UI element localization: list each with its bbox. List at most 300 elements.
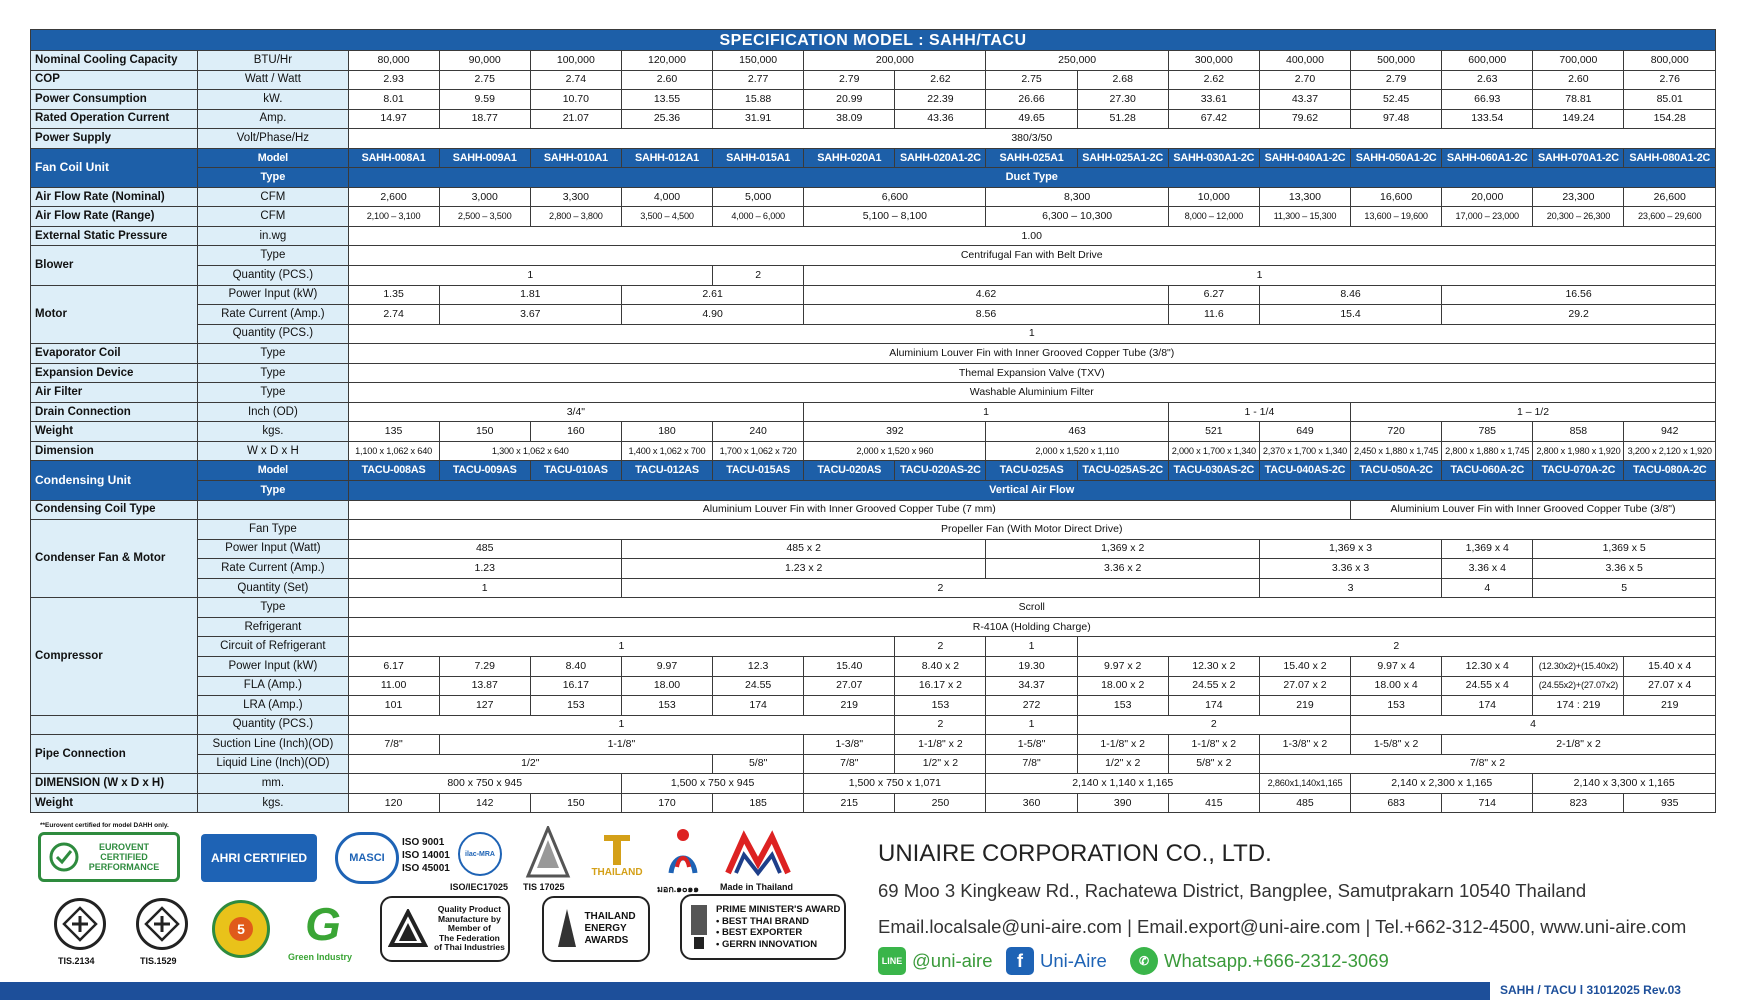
row-sub-label: Type	[198, 344, 348, 364]
spec-cell: 1	[348, 637, 895, 657]
spec-cell: 5/8"	[713, 754, 804, 774]
spec-cell: 1	[804, 266, 1716, 286]
spec-cell: 2.75	[986, 70, 1077, 90]
row-label: Dimension	[31, 441, 198, 461]
iso-9001: ISO 9001	[402, 837, 445, 848]
row-label: Blower	[31, 246, 198, 285]
header-cell: TACU-050A-2C	[1351, 461, 1442, 481]
spec-row	[31, 285, 1716, 305]
spec-cell: 1-1/8" x 2	[895, 735, 986, 755]
tis1529-logo	[136, 898, 188, 950]
spec-cell: 9.97	[621, 656, 712, 676]
spec-cell: 2,800 x 1,880 x 1,745	[1442, 441, 1533, 461]
spec-cell: 1.35	[348, 285, 439, 305]
row-sub-label: CFM	[198, 187, 348, 207]
row-label: Drain Connection	[31, 402, 198, 422]
spec-cell: 2.61	[621, 285, 803, 305]
mor-or-caption: มอก.๑๐๑๑	[657, 884, 699, 894]
spec-cell: 3	[1259, 578, 1441, 598]
spec-row	[31, 90, 1716, 110]
spec-cell: R-410A (Holding Charge)	[348, 617, 1716, 637]
spec-row	[31, 344, 1716, 364]
spec-cell: 3/4"	[348, 402, 804, 422]
header-cell: TACU-025AS-2C	[1077, 461, 1168, 481]
spec-cell: 1-1/8" x 2	[1168, 735, 1259, 755]
spec-cell: 2.79	[804, 70, 895, 90]
tis17025-caption: TIS 17025	[523, 882, 565, 892]
energy-award-line-3: AWARDS	[584, 935, 629, 946]
spec-cell: 2,600	[348, 187, 439, 207]
row-sub-label	[198, 500, 348, 520]
spec-cell: 683	[1351, 793, 1442, 813]
header-cell: TACU-030AS-2C	[1168, 461, 1259, 481]
eurovent-note: **Eurovent certified for model DAHH only.	[40, 822, 169, 829]
row-label: COP	[31, 70, 198, 90]
row-sub-label: Quantity (PCS.)	[198, 715, 348, 735]
header-cell: Model	[198, 148, 348, 168]
spec-cell: 390	[1077, 793, 1168, 813]
spec-cell: 800,000	[1624, 51, 1716, 71]
spec-cell: 5	[1533, 578, 1716, 598]
row-sub-label: Liquid Line (Inch)(OD)	[198, 754, 348, 774]
spec-cell: 13,300	[1259, 187, 1350, 207]
spec-row	[31, 696, 1716, 716]
spec-row	[31, 51, 1716, 71]
spec-cell: 1.23 x 2	[621, 559, 986, 579]
spec-cell: 43.36	[895, 109, 986, 129]
spec-cell: 1,100 x 1,062 x 640	[348, 441, 439, 461]
ilac-text: ilac-MRA	[465, 850, 495, 858]
bottom-blue-bar	[0, 982, 1490, 1000]
spec-row	[31, 520, 1716, 540]
spec-row	[31, 715, 1716, 735]
spec-table-wrapper	[30, 29, 1716, 813]
spec-cell: 3.36 x 2	[986, 559, 1259, 579]
spec-cell: Aluminium Louver Fin with Inner Grooved Copper Tube (3/8")	[1351, 500, 1716, 520]
spec-cell: 26,600	[1624, 187, 1716, 207]
pm-award-line-3: • BEST EXPORTER	[716, 927, 803, 938]
spec-cell: 2	[895, 637, 986, 657]
row-sub-label: Fan Type	[198, 520, 348, 540]
spec-row	[31, 481, 1716, 501]
whatsapp-icon: ✆	[1130, 947, 1158, 975]
spec-cell: 12.30 x 4	[1442, 656, 1533, 676]
eurovent-logo	[38, 832, 180, 882]
spec-cell: 7/8" x 2	[1259, 754, 1715, 774]
row-sub-label: Type	[198, 598, 348, 618]
spec-cell: 4,000	[621, 187, 712, 207]
spec-cell: 6,600	[804, 187, 986, 207]
header-cell: SAHH-008A1	[348, 148, 439, 168]
spec-cell: 23,300	[1533, 187, 1624, 207]
spec-cell: 16,600	[1351, 187, 1442, 207]
row-sub-label: Power Input (kW)	[198, 285, 348, 305]
spec-cell: 5/8" x 2	[1168, 754, 1259, 774]
row-label: Weight	[31, 422, 198, 442]
spec-cell: 1/2"	[348, 754, 713, 774]
spec-cell: 1.81	[439, 285, 621, 305]
pm-award-text	[716, 904, 840, 950]
spec-cell: 200,000	[804, 51, 986, 71]
spec-cell: 133.54	[1442, 109, 1533, 129]
spec-cell: 149.24	[1533, 109, 1624, 129]
spec-cell: 1,369 x 4	[1442, 539, 1533, 559]
line-icon: LINE	[878, 947, 906, 975]
header-cell: SAHH-060A1-2C	[1442, 148, 1533, 168]
spec-row	[31, 735, 1716, 755]
mor-or-icon	[663, 827, 703, 877]
spec-row	[31, 70, 1716, 90]
header-cell: SAHH-020A1	[804, 148, 895, 168]
spec-row	[31, 383, 1716, 403]
spec-cell: 2.75	[439, 70, 530, 90]
spec-cell: 215	[804, 793, 895, 813]
header-cell: TACU-020AS-2C	[895, 461, 986, 481]
spec-cell: 2,450 x 1,880 x 1,745	[1351, 441, 1442, 461]
spec-cell: 5,000	[713, 187, 804, 207]
company-contact[interactable]: Email.localsale@uni-aire.com | Email.export@uni-aire.com | Tel.+662-312-4500, www.uni-aire.com	[878, 916, 1687, 937]
header-cell: TACU-009AS	[439, 461, 530, 481]
spec-cell: 400,000	[1259, 51, 1350, 71]
spec-cell: 3.67	[439, 305, 621, 325]
row-label: DIMENSION (W x D x H)	[31, 774, 198, 794]
spec-cell: 10,000	[1168, 187, 1259, 207]
spec-cell: 2,800 – 3,800	[530, 207, 621, 227]
row-label: Fan Coil Unit	[31, 148, 198, 187]
fti-text	[434, 905, 505, 953]
row-sub-label: kgs.	[198, 422, 348, 442]
spec-cell: 174	[1168, 696, 1259, 716]
header-cell: SAHH-025A1	[986, 148, 1077, 168]
row-label: Compressor	[31, 598, 198, 715]
fti-line-4: The Federation	[438, 932, 500, 943]
spec-cell: 942	[1624, 422, 1716, 442]
spec-row	[31, 187, 1716, 207]
spec-cell: 18.77	[439, 109, 530, 129]
row-sub-label: Quantity (Set)	[198, 578, 348, 598]
thailand-energy-awards-logo	[542, 896, 650, 962]
spec-cell: 51.28	[1077, 109, 1168, 129]
spec-cell: 2	[1077, 637, 1715, 657]
spec-cell: 1	[986, 715, 1077, 735]
energy-label-5-icon: 5	[229, 917, 253, 941]
pm-award-trophy-icon	[688, 903, 710, 951]
spec-cell: 174	[713, 696, 804, 716]
whatsapp-number: Whatsapp.+666-2312-3069	[1164, 950, 1389, 971]
spec-row	[31, 676, 1716, 696]
spec-cell: 16.17 x 2	[895, 676, 986, 696]
spec-cell: 8.46	[1259, 285, 1441, 305]
spec-row	[31, 793, 1716, 813]
row-label: Nominal Cooling Capacity	[31, 51, 198, 71]
tis2134-caption: TIS.2134	[58, 956, 95, 966]
spec-cell: 2,140 x 1,140 x 1,165	[986, 774, 1259, 794]
spec-cell: 9.97 x 4	[1351, 656, 1442, 676]
spec-cell: 1.23	[348, 559, 621, 579]
spec-row	[31, 598, 1716, 618]
spec-cell: 3,300	[530, 187, 621, 207]
spec-row	[31, 324, 1716, 344]
spec-cell: 4.90	[621, 305, 803, 325]
spec-cell: 649	[1259, 422, 1350, 442]
spec-cell: Themal Expansion Valve (TXV)	[348, 363, 1716, 383]
spec-cell: 2	[713, 266, 804, 286]
spec-cell: Propeller Fan (With Motor Direct Drive)	[348, 520, 1716, 540]
row-label: Air Flow Rate (Range)	[31, 207, 198, 227]
spec-cell: 785	[1442, 422, 1533, 442]
spec-cell: 14.97	[348, 109, 439, 129]
header-cell: SAHH-012A1	[621, 148, 712, 168]
spec-cell: 800 x 750 x 945	[348, 774, 621, 794]
energy-award-line-1: THAILAND	[584, 911, 636, 922]
ahri-text: AHRI CERTIFIED	[211, 851, 307, 865]
spec-row	[31, 266, 1716, 286]
made-in-thailand-logo	[720, 828, 796, 878]
spec-cell: 485	[1259, 793, 1350, 813]
spec-cell: 22.39	[895, 90, 986, 110]
spec-cell: 500,000	[1351, 51, 1442, 71]
spec-row	[31, 226, 1716, 246]
spec-cell: 8.56	[804, 305, 1169, 325]
footer	[30, 822, 1716, 982]
spec-cell: 1	[986, 637, 1077, 657]
spec-cell: 150	[439, 422, 530, 442]
spec-cell: 11.6	[1168, 305, 1259, 325]
spec-cell: 23,600 – 29,600	[1624, 207, 1716, 227]
line-contact[interactable]	[878, 947, 992, 975]
spec-cell: 153	[621, 696, 712, 716]
row-sub-label: Type	[198, 246, 348, 266]
spec-cell: 1,369 x 5	[1533, 539, 1716, 559]
header-cell: TACU-025AS	[986, 461, 1077, 481]
company-address: 69 Moo 3 Kingkeaw Rd., Rachatewa District, Bangplee, Samutprakarn 10540 Thailand	[878, 880, 1587, 901]
row-sub-label: Suction Line (Inch)(OD)	[198, 735, 348, 755]
spec-cell: 24.55 x 4	[1442, 676, 1533, 696]
spec-cell: 4.62	[804, 285, 1169, 305]
row-sub-label: Refrigerant	[198, 617, 348, 637]
spec-cell: 8,300	[986, 187, 1168, 207]
green-industry-g-icon: G	[305, 898, 341, 950]
spec-cell: 2,000 x 1,700 x 1,340	[1168, 441, 1259, 461]
spec-cell: (24.55x2)+(27.07x2)	[1533, 676, 1624, 696]
spec-cell: 2.60	[621, 70, 712, 90]
row-sub-label: BTU/Hr	[198, 51, 348, 71]
header-cell: TACU-040AS-2C	[1259, 461, 1350, 481]
row-label: Air Flow Rate (Nominal)	[31, 187, 198, 207]
spec-cell: 2.70	[1259, 70, 1350, 90]
spec-cell: 153	[530, 696, 621, 716]
iso-14001: ISO 14001	[402, 850, 450, 861]
spec-row	[31, 500, 1716, 520]
spec-cell: 1.00	[348, 226, 1716, 246]
spec-cell: Centrifugal Fan with Belt Drive	[348, 246, 1716, 266]
spec-cell: 1-1/8" x 2	[1077, 735, 1168, 755]
spec-cell: 485 x 2	[621, 539, 986, 559]
spec-cell: 714	[1442, 793, 1533, 813]
spec-cell: 2,140 x 2,300 x 1,165	[1351, 774, 1533, 794]
spec-cell: 120,000	[621, 51, 712, 71]
mor-or-logo	[660, 826, 706, 878]
row-sub-label: Rate Current (Amp.)	[198, 305, 348, 325]
row-sub-label: Amp.	[198, 109, 348, 129]
spec-cell: 3.36 x 4	[1442, 559, 1533, 579]
spec-cell: 18.00 x 2	[1077, 676, 1168, 696]
spec-cell: 135	[348, 422, 439, 442]
spec-cell: 18.00	[621, 676, 712, 696]
spec-cell: 4	[1351, 715, 1716, 735]
spec-cell: 154.28	[1624, 109, 1716, 129]
row-label: Evaporator Coil	[31, 344, 198, 364]
spec-cell: 19.30	[986, 656, 1077, 676]
spec-cell: 2.74	[530, 70, 621, 90]
energy-label-5-logo	[212, 900, 270, 958]
row-label: Condensing Coil Type	[31, 500, 198, 520]
spec-cell: 1-1/8"	[439, 735, 804, 755]
spec-cell: 7.29	[439, 656, 530, 676]
line-handle: @uni-aire	[912, 950, 993, 971]
spec-cell: Scroll	[348, 598, 1716, 618]
green-industry-caption: Green Industry	[288, 952, 353, 962]
row-label: Condensing Unit	[31, 461, 198, 500]
energy-award-trophy-icon	[556, 907, 578, 951]
spec-cell: 2,860x1,140x1,165	[1259, 774, 1350, 794]
spec-cell: 240	[713, 422, 804, 442]
spec-cell: (12.30x2)+(15.40x2)	[1533, 656, 1624, 676]
spec-cell: 219	[1624, 696, 1716, 716]
tis1529-icon	[142, 904, 182, 944]
made-in-thailand-icon	[724, 829, 792, 877]
spec-cell: 2,000 x 1,520 x 1,110	[986, 441, 1168, 461]
tis2134-icon	[60, 904, 100, 944]
spec-cell: 720	[1351, 422, 1442, 442]
spec-cell: 185	[713, 793, 804, 813]
spec-cell: 1,400 x 1,062 x 700	[621, 441, 712, 461]
spec-cell: 150,000	[713, 51, 804, 71]
spec-cell: 2.93	[348, 70, 439, 90]
row-label: Air Filter	[31, 383, 198, 403]
spec-cell: 6.27	[1168, 285, 1259, 305]
spec-cell: 485	[348, 539, 621, 559]
spec-row	[31, 148, 1716, 168]
spec-row	[31, 422, 1716, 442]
spec-cell: 25.36	[621, 109, 712, 129]
spec-cell: 2	[621, 578, 1259, 598]
tis2134-logo	[54, 898, 106, 950]
spec-cell: 43.37	[1259, 90, 1350, 110]
spec-cell: 15.40	[804, 656, 895, 676]
spec-cell: 3,500 – 4,500	[621, 207, 712, 227]
spec-cell: Aluminium Louver Fin with Inner Grooved Copper Tube (7 mm)	[348, 500, 1351, 520]
spec-cell: 1	[804, 402, 1169, 422]
spec-cell: 700,000	[1533, 51, 1624, 71]
spec-cell: 1,500 x 750 x 1,071	[804, 774, 986, 794]
spec-cell: 1 - 1/4	[1168, 402, 1350, 422]
spec-cell: 1,300 x 1,062 x 640	[439, 441, 621, 461]
row-sub-label: LRA (Amp.)	[198, 696, 348, 716]
spec-cell: 1	[348, 324, 1716, 344]
spec-cell: 142	[439, 793, 530, 813]
spec-cell: 2.60	[1533, 70, 1624, 90]
row-label: Condenser Fan & Motor	[31, 520, 198, 598]
spec-row	[31, 461, 1716, 481]
spec-cell: 1,700 x 1,062 x 720	[713, 441, 804, 461]
facebook-handle: Uni-Aire	[1040, 950, 1107, 971]
row-sub-label: Quantity (PCS.)	[198, 324, 348, 344]
spec-cell: 1,369 x 2	[986, 539, 1259, 559]
spec-cell: 174	[1442, 696, 1533, 716]
spec-cell: 12.3	[713, 656, 804, 676]
spec-cell: 2.79	[1351, 70, 1442, 90]
spec-cell: 1-3/8"	[804, 735, 895, 755]
row-sub-label: Volt/Phase/Hz	[198, 129, 348, 149]
spec-cell: 16.17	[530, 676, 621, 696]
header-cell: SAHH-010A1	[530, 148, 621, 168]
spec-cell: 1-3/8" x 2	[1259, 735, 1350, 755]
row-label: Weight	[31, 793, 198, 813]
header-cell: Type	[198, 481, 348, 501]
iso-list	[402, 836, 450, 875]
spec-cell: 31.91	[713, 109, 804, 129]
spec-cell: 11.00	[348, 676, 439, 696]
spec-cell: 219	[804, 696, 895, 716]
spec-row	[31, 754, 1716, 774]
spec-cell: 27.07 x 4	[1624, 676, 1716, 696]
header-cell: TACU-020AS	[804, 461, 895, 481]
spec-cell: 2,800 x 1,980 x 1,920	[1533, 441, 1624, 461]
spec-cell: 13.55	[621, 90, 712, 110]
spec-row	[31, 363, 1716, 383]
header-cell: Duct Type	[348, 168, 1716, 188]
spec-cell: 15.40 x 2	[1259, 656, 1350, 676]
spec-cell: 27.30	[1077, 90, 1168, 110]
spec-cell: 4	[1442, 578, 1533, 598]
thailand-trusted-text: THAILAND	[591, 866, 643, 878]
spec-cell: 521	[1168, 422, 1259, 442]
spec-cell: 2.62	[895, 70, 986, 90]
spec-cell: 15.40 x 4	[1624, 656, 1716, 676]
whatsapp-contact[interactable]	[1130, 947, 1389, 975]
spec-cell: 127	[439, 696, 530, 716]
spec-row	[31, 305, 1716, 325]
spec-cell: 5,100 – 8,100	[804, 207, 986, 227]
spec-cell: 250,000	[986, 51, 1168, 71]
fti-line-1: Quality Product	[437, 904, 502, 915]
spec-cell: 1/2" x 2	[1077, 754, 1168, 774]
pm-award-logo	[680, 894, 846, 960]
spec-cell: 90,000	[439, 51, 530, 71]
spec-cell: 16.56	[1442, 285, 1716, 305]
spec-cell: 27.07 x 2	[1259, 676, 1350, 696]
row-sub-label: Power Input (Watt)	[198, 539, 348, 559]
spec-cell: 3,000	[439, 187, 530, 207]
spec-row	[31, 774, 1716, 794]
energy-award-line-2: ENERGY	[584, 923, 627, 934]
facebook-contact[interactable]	[1006, 947, 1107, 975]
spec-cell: 29.2	[1442, 305, 1716, 325]
row-label: External Static Pressure	[31, 226, 198, 246]
spec-cell: 2.74	[348, 305, 439, 325]
row-label: Rated Operation Current	[31, 109, 198, 129]
spec-cell: 8,000 – 12,000	[1168, 207, 1259, 227]
fti-line-3: Member of	[447, 923, 491, 934]
spec-cell: 7/8"	[804, 754, 895, 774]
row-sub-label: kgs.	[198, 793, 348, 813]
spec-cell: 823	[1533, 793, 1624, 813]
iso-45001: ISO 45001	[402, 863, 450, 874]
spec-cell: 2.76	[1624, 70, 1716, 90]
spec-cell: 2-1/8" x 2	[1442, 735, 1716, 755]
spec-cell: 150	[530, 793, 621, 813]
